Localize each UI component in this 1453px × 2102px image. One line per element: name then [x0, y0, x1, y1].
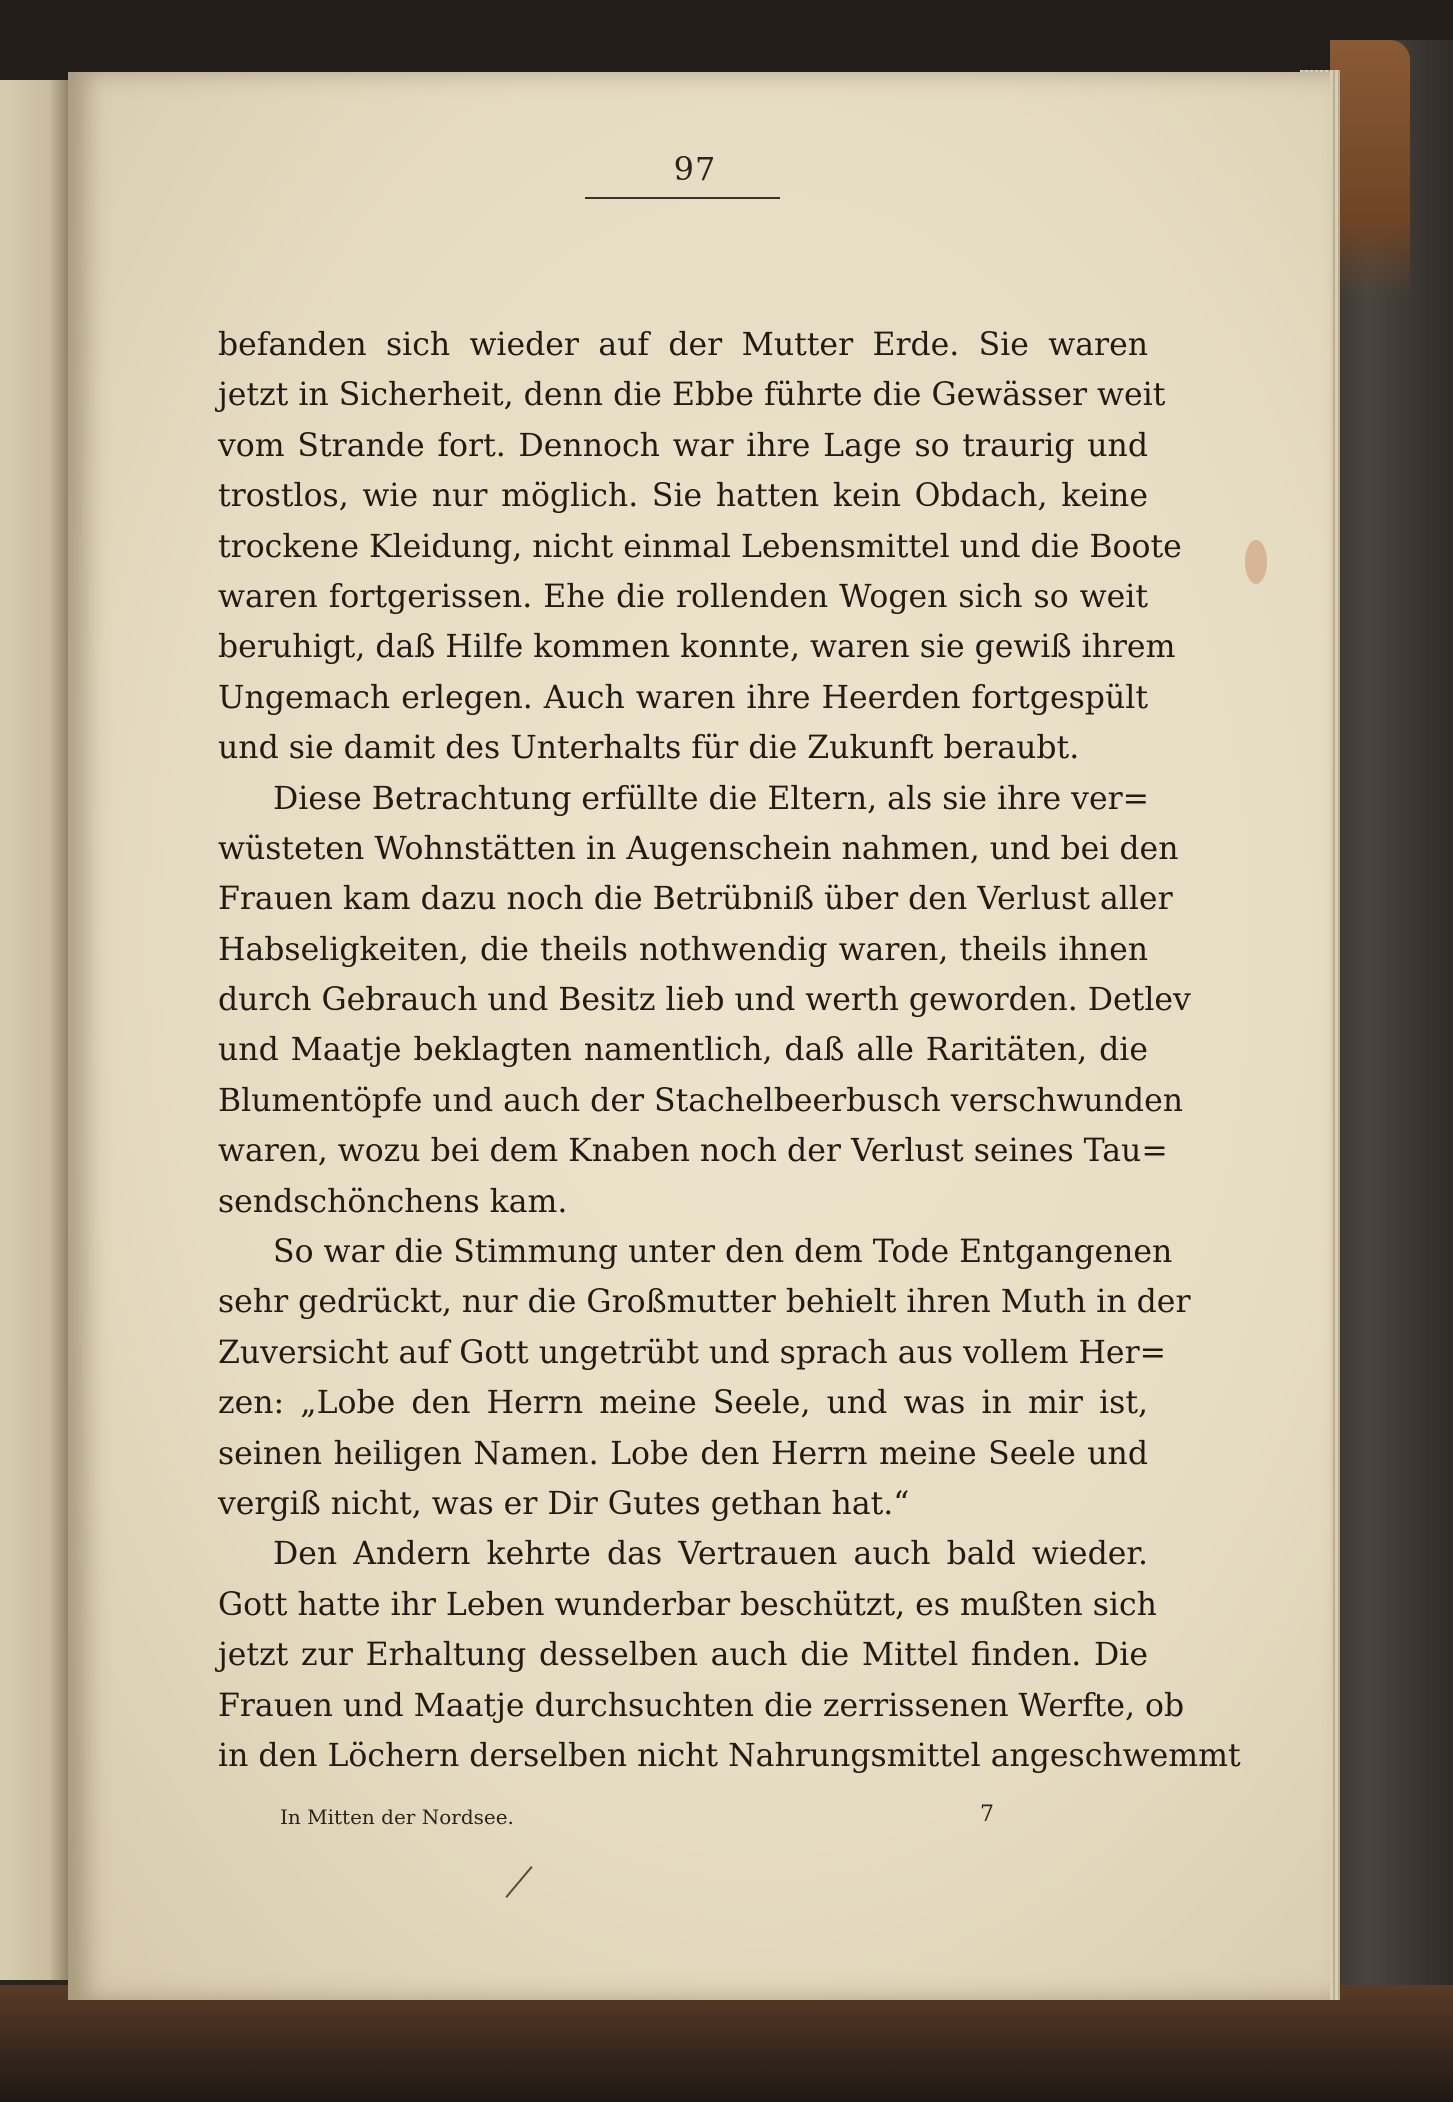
book-cover-bottom — [0, 1985, 1453, 2102]
book-cover-right — [1330, 40, 1453, 2040]
text-line: vom Strande fort. Dennoch war ihre Lage so traurig und — [218, 427, 1148, 464]
left-page-edge — [0, 80, 70, 1980]
text-line: in den Löchern derselben nicht Nahrungsmittel angeschwemmt — [218, 1737, 1241, 1774]
text-line: Den Andern kehrte das Vertrauen auch bald wieder. — [273, 1536, 1148, 1573]
text-line: Frauen kam dazu noch die Betrübniß über den Verlust aller — [218, 881, 1173, 918]
page-number: 97 — [673, 150, 717, 188]
text-line: Ungemach erlegen. Auch waren ihre Heerden fortgespült — [218, 679, 1148, 716]
signature-mark: In Mitten der Nordsee. — [280, 1805, 514, 1829]
text-line: Zuversicht auf Gott ungetrübt und sprach aus vollem Her= — [218, 1334, 1167, 1371]
text-line: Gott hatte ihr Leben wunderbar beschützt, es mußten sich — [218, 1586, 1157, 1623]
text-line: beruhigt, daß Hilfe kommen konnte, waren sie gewiß ihrem — [218, 629, 1176, 666]
text-line: trockene Kleidung, nicht einmal Lebensmittel und die Boote — [218, 528, 1182, 565]
text-line: waren, wozu bei dem Knaben noch der Verlust seines Tau= — [218, 1133, 1168, 1170]
page-stain — [1245, 540, 1267, 584]
text-line: befanden sich wieder auf der Mutter Erde. Sie waren — [218, 327, 1148, 363]
text-line: und sie damit des Unterhalts für die Zukunft beraubt. — [218, 730, 1080, 767]
body-text — [218, 320, 1241, 1781]
text-line: Frauen und Maatje durchsuchten die zerrissenen Werfte, ob — [218, 1687, 1185, 1724]
text-line: Diese Betrachtung erfüllte die Eltern, als sie ihre ver= — [273, 780, 1150, 817]
page-number-rule — [585, 197, 780, 199]
text-line: vergiß nicht, was er Dir Gutes gethan hat.“ — [218, 1485, 910, 1522]
text-line: durch Gebrauch und Besitz lieb und werth geworden. Detlev — [218, 982, 1191, 1019]
text-line: Blumentöpfe und auch der Stachelbeerbusch verschwunden — [218, 1082, 1183, 1119]
leather-corner — [1330, 40, 1410, 300]
text-line: seinen heiligen Namen. Lobe den Herrn meine Seele und — [218, 1435, 1148, 1472]
sheet-number: 7 — [980, 1802, 994, 1827]
text-line: zen: „Lobe den Herrn meine Seele, und was in mir ist, — [218, 1385, 1148, 1422]
text-line: trostlos, wie nur möglich. Sie hatten kein Obdach, keine — [218, 478, 1148, 515]
text-line: jetzt in Sicherheit, denn die Ebbe führte die Gewässer weit — [218, 377, 1166, 414]
text-line: jetzt zur Erhaltung desselben auch die Mittel finden. Die — [218, 1637, 1148, 1674]
text-line: sendschönchens kam. — [218, 1183, 568, 1220]
text-line: Habseligkeiten, die theils nothwendig waren, theils ihnen — [218, 931, 1148, 968]
text-line: waren fortgerissen. Ehe die rollenden Wogen sich so weit — [218, 578, 1148, 615]
text-line: So war die Stimmung unter den dem Tode Entgangenen — [273, 1234, 1173, 1271]
text-line: und Maatje beklagten namentlich, daß alle Raritäten, die — [218, 1032, 1148, 1069]
text-line: wüsteten Wohnstätten in Augenschein nahmen, und bei den — [218, 830, 1179, 867]
text-line: sehr gedrückt, nur die Großmutter behielt ihren Muth in der — [218, 1284, 1191, 1321]
